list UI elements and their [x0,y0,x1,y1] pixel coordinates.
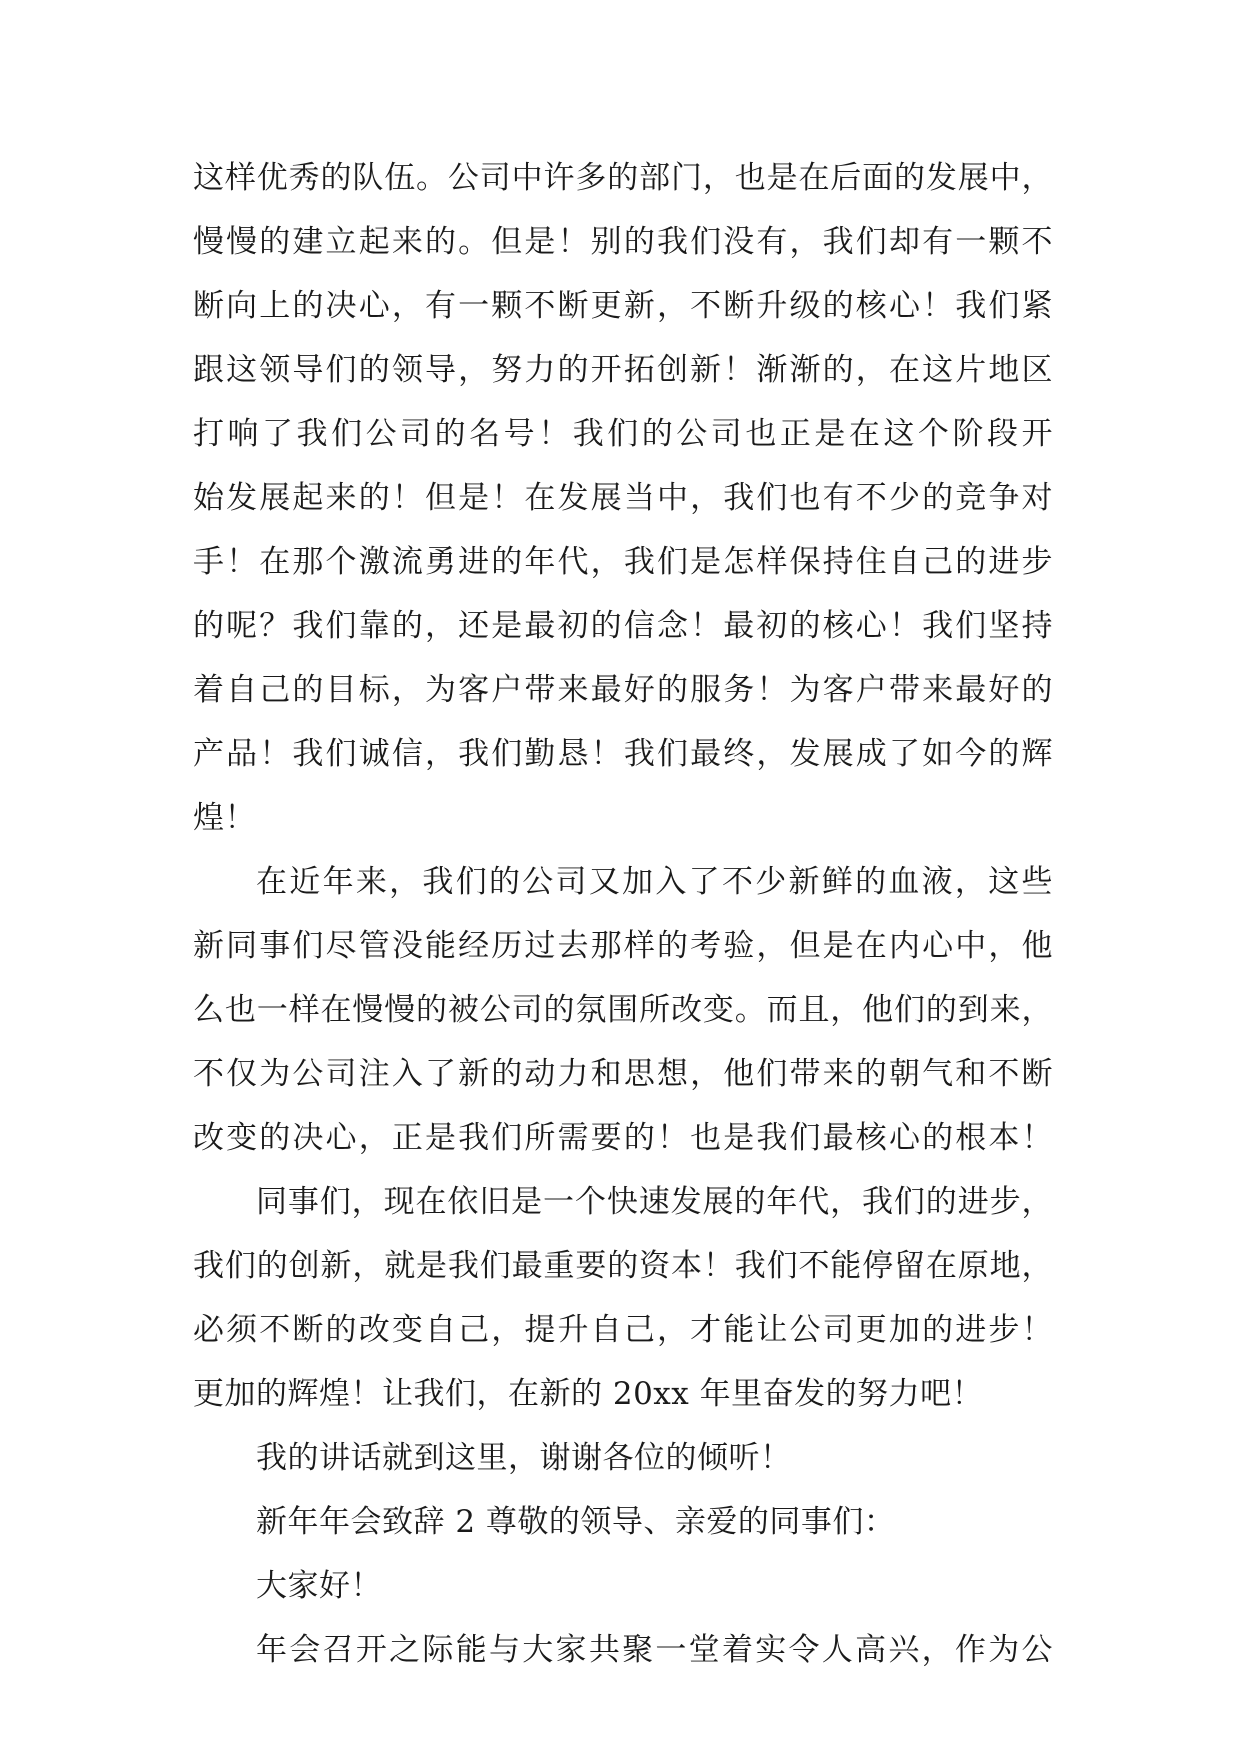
text-line: 必须不断的改变自己，提升自己，才能让公司更加的进步！ [193,1312,1053,1348]
text-line: 着自己的目标，为客户带来最好的服务！为客户带来最好的 [193,672,1053,708]
speech-heading-line: 新年年会致辞 2 尊敬的领导、亲爱的同事们： [256,1504,896,1540]
paragraph-start-line: 年会召开之际能与大家共聚一堂着实令人高兴，作为公 [256,1632,1053,1668]
text-line: 么也一样在慢慢的被公司的氛围所改变。而且，他们的到来， [193,992,1053,1028]
paragraph-start-line: 在近年来，我们的公司又加入了不少新鲜的血液，这些 [256,864,1053,900]
text-line: 慢慢的建立起来的。但是！别的我们没有，我们却有一颗不 [193,224,1053,260]
text-line: 产品！我们诚信，我们勤恳！我们最终，发展成了如今的辉 [193,736,1053,772]
paragraph-start-line: 同事们，现在依旧是一个快速发展的年代，我们的进步， [256,1184,1053,1220]
text-line: 新同事们尽管没能经历过去那样的考验，但是在内心中，他 [193,928,1053,964]
text-line: 不仅为公司注入了新的动力和思想，他们带来的朝气和不断 [193,1056,1053,1092]
text-line: 更加的辉煌！让我们，在新的 20xx 年里奋发的努力吧！ [193,1376,984,1412]
text-line: 跟这领导们的领导，努力的开拓创新！渐渐的，在这片地区 [193,352,1053,388]
text-line: 我们的创新，就是我们最重要的资本！我们不能停留在原地， [193,1248,1053,1284]
text-line: 这样优秀的队伍。公司中许多的部门，也是在后面的发展中， [193,160,1053,196]
text-line: 打响了我们公司的名号！我们的公司也正是在这个阶段开 [193,416,1053,452]
closing-line: 我的讲话就到这里，谢谢各位的倾听！ [256,1440,792,1476]
text-line: 手！在那个激流勇进的年代，我们是怎样保持住自己的进步 [193,544,1053,580]
text-line: 煌！ [193,800,256,836]
text-line: 始发展起来的！但是！在发展当中，我们也有不少的竞争对 [193,480,1053,516]
greeting-line: 大家好！ [256,1568,382,1604]
text-line: 改变的决心，正是我们所需要的！也是我们最核心的根本！ [193,1120,1053,1156]
text-line: 的呢？我们靠的，还是最初的信念！最初的核心！我们坚持 [193,608,1053,644]
text-line: 断向上的决心，有一颗不断更新，不断升级的核心！我们紧 [193,288,1053,324]
